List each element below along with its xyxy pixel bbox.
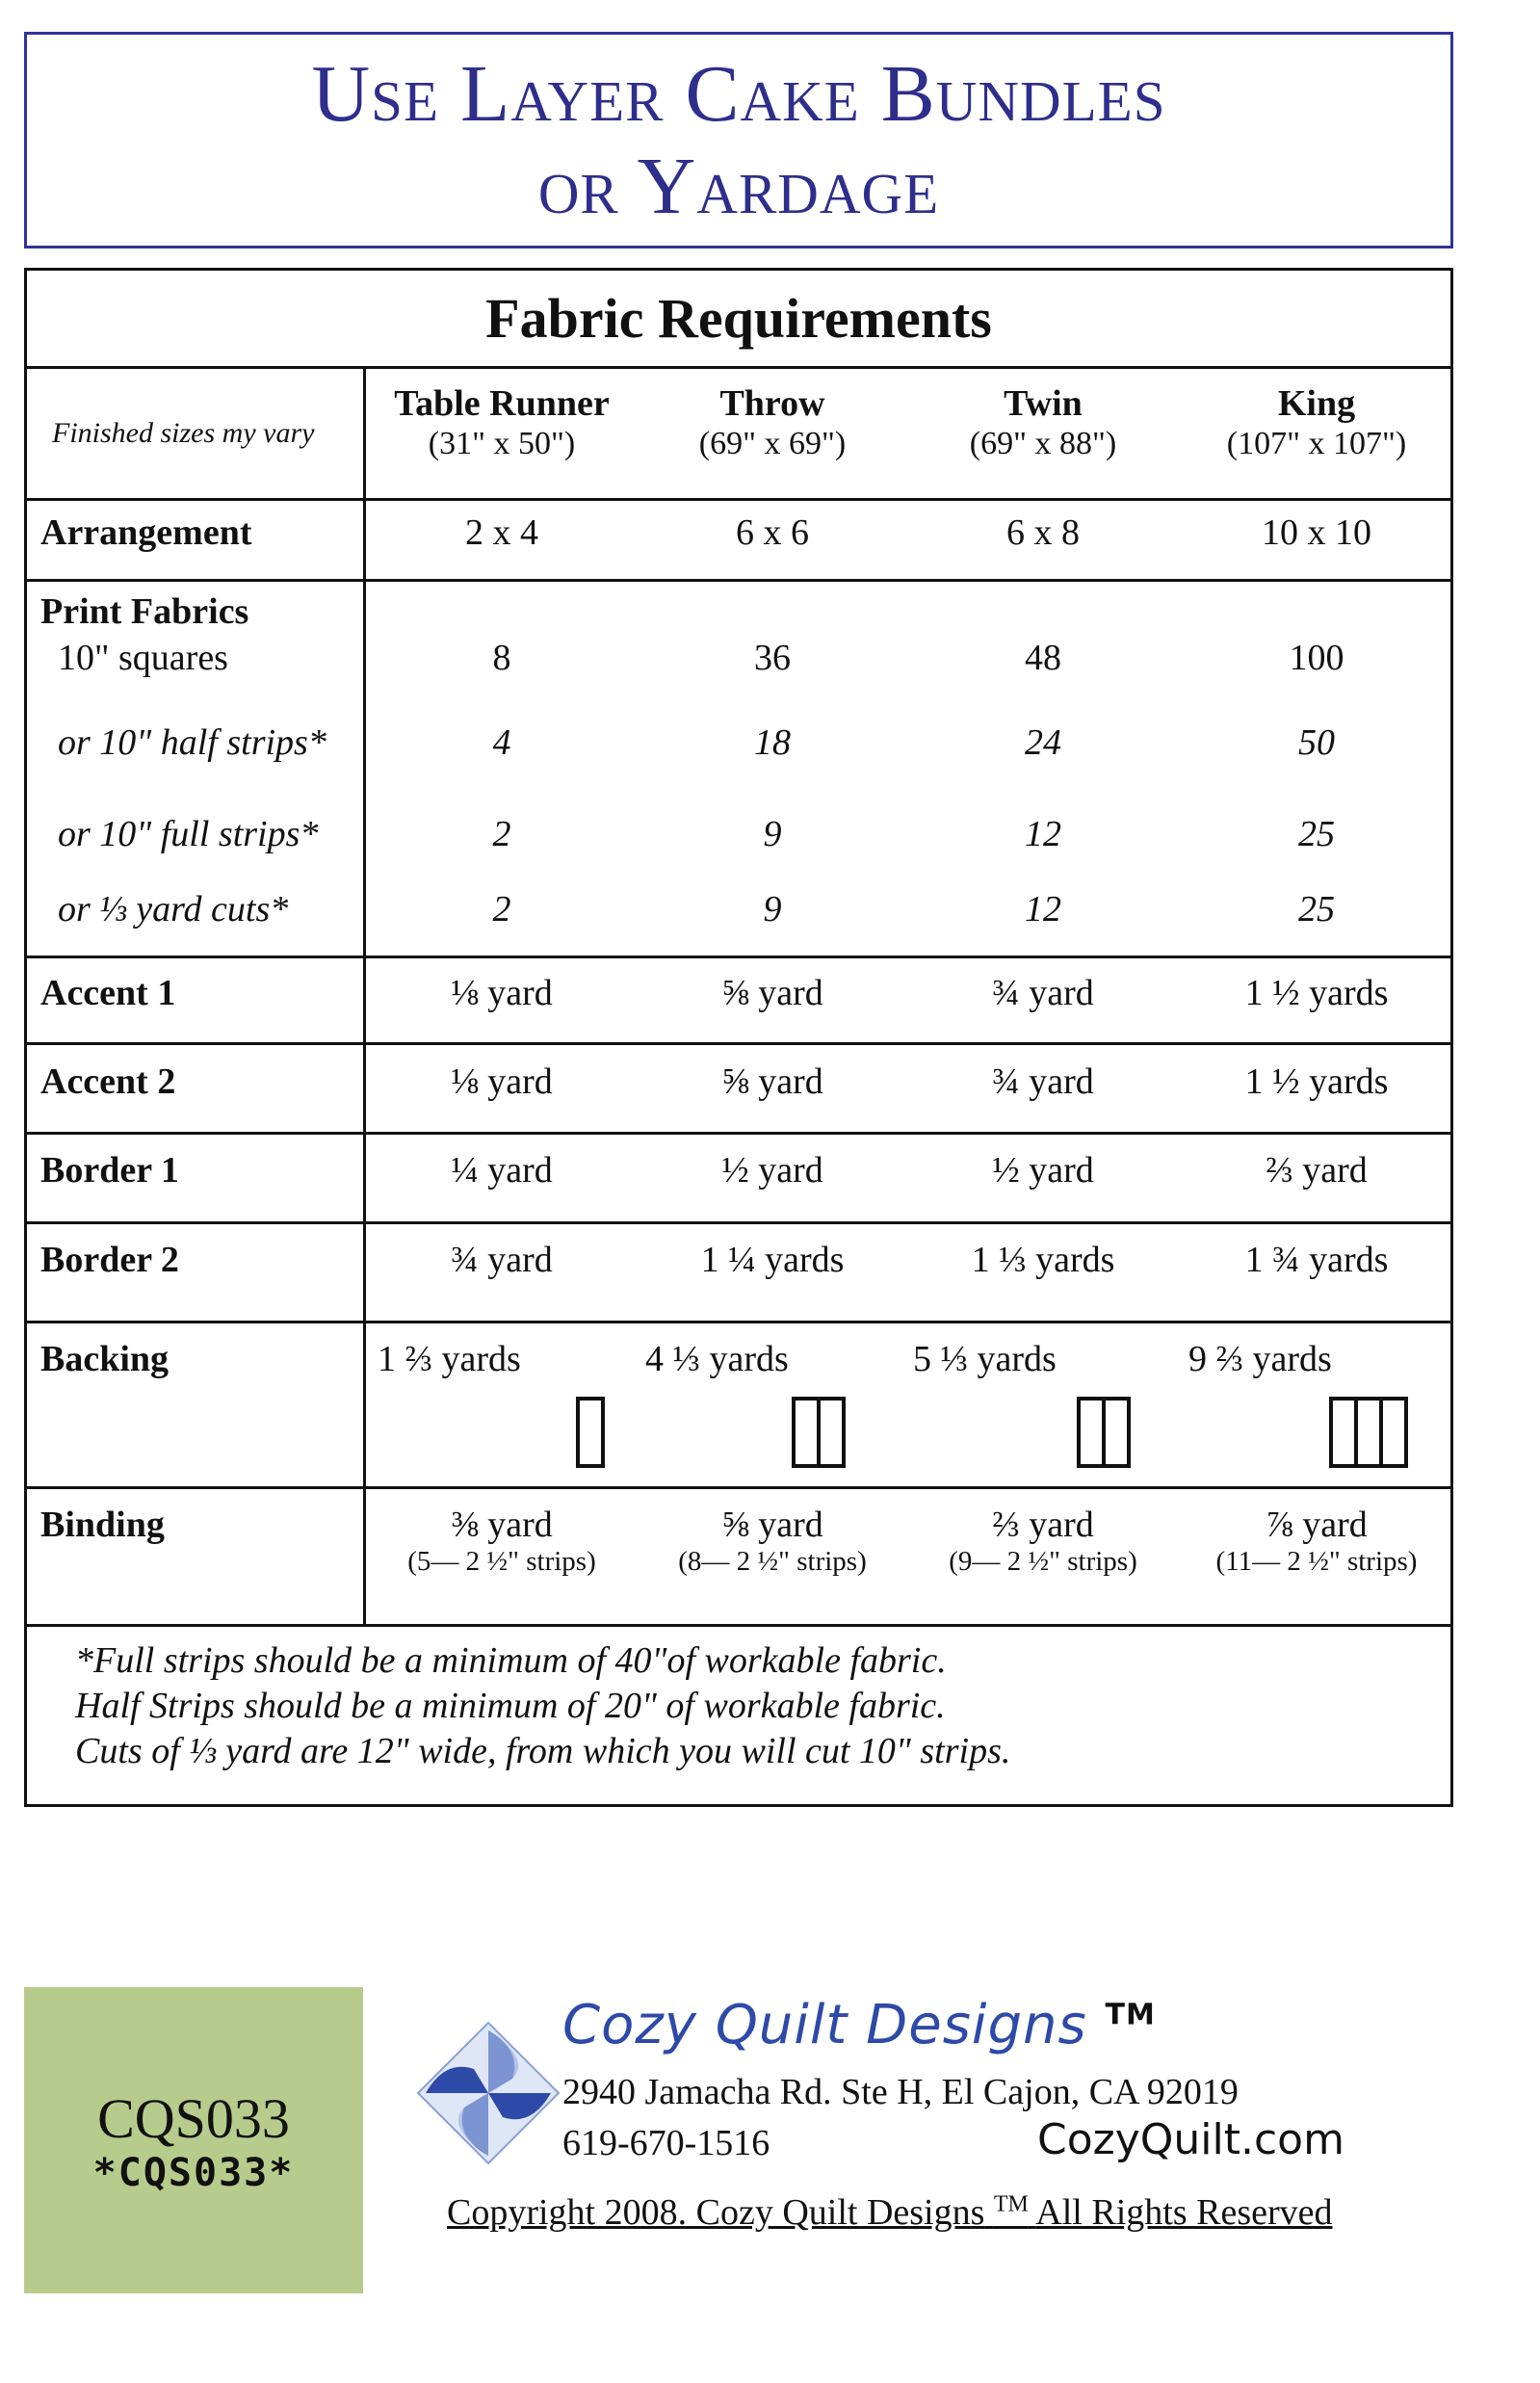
fabric-requirements-table (24, 268, 1453, 1807)
row-label-squares: 10" squares (58, 638, 228, 678)
backing-panel (1379, 1397, 1408, 1468)
binding-value: ⅝ yard (8— 2 ½" strips) (678, 1505, 867, 1577)
backing-value: 1 ⅔ yards (378, 1339, 521, 1379)
accent-2-value: ⅛ yard (451, 1061, 553, 1102)
row-label-full-strips: or 10" full strips* (58, 814, 319, 854)
footnote: Cuts of ⅓ yard are 12" wide, from which you will cut 10" strips. (75, 1731, 1011, 1771)
half-strips-value: 18 (754, 722, 791, 763)
accent-1-value: 1 ½ yards (1244, 973, 1389, 1013)
row-divider (27, 579, 1450, 582)
column-header-king: King (107" x 107") (1226, 383, 1407, 461)
full-strips-value: 12 (1025, 814, 1061, 854)
table-heading: Fabric Requirements (27, 271, 1450, 369)
squares-value: 36 (754, 638, 791, 678)
product-code: CQS033 (97, 2086, 290, 2150)
row-divider (27, 498, 1450, 501)
accent-1-value: ¾ yard (992, 973, 1094, 1013)
border-2-value: 1 ⅓ yards (971, 1240, 1115, 1280)
title-banner (24, 32, 1453, 249)
backing-value: 5 ⅓ yards (913, 1339, 1057, 1379)
title-line-2: or Yardage (537, 141, 940, 231)
row-divider (27, 1624, 1450, 1627)
accent-1-value: ⅛ yard (451, 973, 553, 1013)
row-label-print-fabrics: Print Fabrics (40, 591, 249, 632)
backing-panel-diagram-1 (576, 1397, 605, 1468)
backing-value: 4 ⅓ yards (645, 1339, 789, 1379)
border-2-value: ¾ yard (451, 1240, 553, 1280)
product-code-box (24, 1987, 363, 2293)
accent-2-value: ⅝ yard (721, 1061, 823, 1102)
binding-value: ⅞ yard (11— 2 ½" strips) (1215, 1505, 1418, 1577)
binding-value: ⅜ yard (5— 2 ½" strips) (407, 1505, 596, 1577)
row-label-half-strips: or 10" half strips* (58, 722, 326, 763)
yard-cuts-value: 25 (1298, 889, 1335, 930)
trademark-mark: TM (1105, 1998, 1156, 2032)
full-strips-value: 2 (492, 814, 511, 854)
barcode-text: *CQS033* (92, 2150, 295, 2195)
half-strips-value: 24 (1025, 722, 1061, 763)
half-strips-value: 50 (1298, 722, 1335, 763)
border-2-value: 1 ¾ yards (1244, 1240, 1389, 1280)
border-2-value: 1 ¼ yards (700, 1240, 845, 1280)
column-header-twin: Twin (69" x 88") (969, 383, 1117, 461)
border-1-value: ⅔ yard (1266, 1150, 1368, 1191)
backing-panel-diagram-3 (1077, 1397, 1131, 1468)
full-strips-value: 9 (763, 814, 782, 854)
row-label-arrangement: Arrangement (40, 512, 252, 553)
row-label-backing: Backing (40, 1339, 170, 1379)
binding-value: ⅔ yard (9— 2 ½" strips) (949, 1505, 1137, 1577)
copyright-notice: Copyright 2008. Cozy Quilt Designs ™ All Rights Reserved (447, 2191, 1333, 2233)
arrangement-value: 10 x 10 (1262, 512, 1371, 553)
accent-2-value: ¾ yard (992, 1061, 1094, 1102)
row-divider (27, 1042, 1450, 1045)
row-label-accent-1: Accent 1 (40, 973, 176, 1013)
company-name: Cozy Quilt Designs ™ (562, 1994, 1156, 2056)
half-strips-value: 4 (492, 722, 511, 763)
row-label-accent-2: Accent 2 (40, 1061, 176, 1102)
row-label-yard-cuts: or ⅓ yard cuts* (58, 889, 289, 930)
company-phone: 619-670-1516 (562, 2123, 770, 2163)
company-address: 2940 Jamacha Rd. Ste H, El Cajon, CA 92019 (562, 2072, 1239, 2112)
row-divider (27, 956, 1450, 958)
finished-sizes-note: Finished sizes my vary (52, 417, 315, 449)
footnote: *Full strips should be a minimum of 40"of workable fabric. (75, 1640, 947, 1681)
column-header-table-runner: Table Runner (31" x 50") (394, 383, 610, 461)
title-line-1: Use Layer Cake Bundles (311, 48, 1166, 139)
row-label-binding: Binding (40, 1505, 165, 1545)
accent-2-value: 1 ½ yards (1244, 1061, 1389, 1102)
backing-panel (1102, 1397, 1131, 1468)
border-1-value: ½ yard (992, 1150, 1094, 1191)
row-divider (27, 1321, 1450, 1323)
row-label-border-2: Border 2 (40, 1240, 179, 1280)
backing-panel-diagram-4 (1329, 1397, 1408, 1468)
company-website[interactable]: CozyQuilt.com (1037, 2115, 1344, 2164)
full-strips-value: 25 (1298, 814, 1335, 854)
border-1-value: ¼ yard (451, 1150, 553, 1191)
squares-value: 100 (1289, 638, 1344, 678)
row-label-border-1: Border 1 (40, 1150, 179, 1191)
footnote: Half Strips should be a minimum of 20" of workable fabric. (75, 1686, 946, 1726)
yard-cuts-value: 12 (1025, 889, 1061, 930)
footnotes (75, 1638, 1010, 1774)
arrangement-value: 2 x 4 (465, 512, 538, 553)
yard-cuts-value: 2 (492, 889, 511, 930)
yard-cuts-value: 9 (763, 889, 782, 930)
squares-value: 8 (492, 638, 511, 678)
row-divider (27, 1132, 1450, 1135)
accent-1-value: ⅝ yard (721, 973, 823, 1013)
backing-panel-diagram-2 (792, 1397, 846, 1468)
arrangement-value: 6 x 6 (736, 512, 809, 553)
backing-panel (817, 1397, 846, 1468)
column-header-throw: Throw (69" x 69") (698, 383, 847, 461)
row-divider (27, 1221, 1450, 1224)
border-1-value: ½ yard (721, 1150, 823, 1191)
squares-value: 48 (1025, 638, 1061, 678)
backing-value: 9 ⅔ yards (1188, 1339, 1332, 1379)
pinwheel-logo-icon (416, 2021, 561, 2165)
arrangement-value: 6 x 8 (1006, 512, 1080, 553)
row-divider (27, 1486, 1450, 1489)
backing-panel (576, 1397, 605, 1468)
